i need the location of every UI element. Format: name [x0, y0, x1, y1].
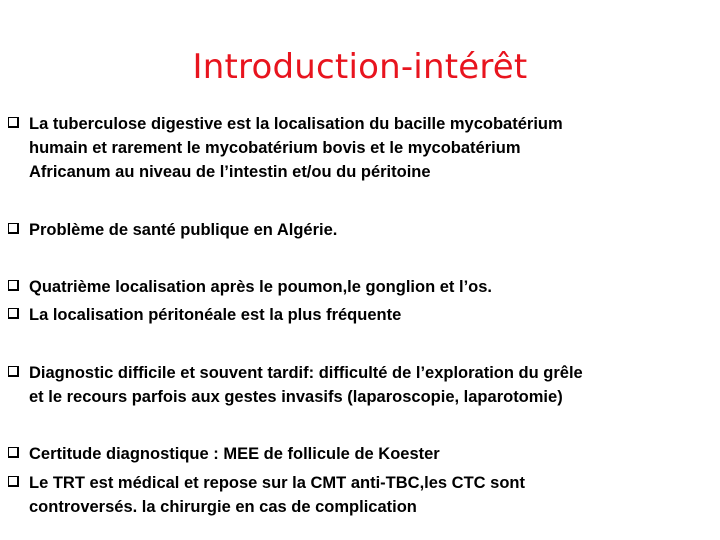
bullet-item: [8, 471, 708, 519]
bullet-item: [8, 275, 708, 299]
checkbox-bullet-icon: [8, 223, 19, 234]
bullet-item: [8, 218, 708, 242]
checkbox-bullet-icon: [8, 476, 19, 487]
checkbox-bullet-icon: [8, 366, 19, 377]
checkbox-bullet-icon: [8, 308, 19, 319]
bullet-text: Certitude diagnostique : MEE de follicule de Koester: [29, 445, 440, 463]
bullet-item: [8, 361, 708, 409]
bullet-text: Problème de santé publique en Algérie.: [29, 221, 338, 239]
bullet-text: La tuberculose digestive est la localisation du bacille mycobatérium humain et rarement le mycobatérium bovis et le mycobatérium Africanum au niveau de l’intestin et/ou du péritoine: [29, 115, 563, 181]
bullet-text: Quatrième localisation après le poumon,le gonglion et l’os.: [29, 278, 492, 296]
bullet-text: Le TRT est médical et repose sur la CMT anti-TBC,les CTC sont controversés. la chirurgie en cas de complication: [29, 474, 526, 516]
bullet-text: Diagnostic difficile et souvent tardif: difficulté de l’exploration du grêle et le recours parfois aux gestes invasifs (laparoscopie, laparotomie): [29, 364, 583, 406]
bullet-item: [8, 303, 708, 327]
slide-title: Introduction-intérêt: [192, 47, 528, 87]
checkbox-bullet-icon: [8, 117, 19, 128]
checkbox-bullet-icon: [8, 447, 19, 458]
bullet-text: La localisation péritonéale est la plus fréquente: [29, 306, 402, 324]
bullet-item: [8, 442, 708, 466]
bullet-item: [8, 112, 708, 184]
checkbox-bullet-icon: [8, 280, 19, 291]
